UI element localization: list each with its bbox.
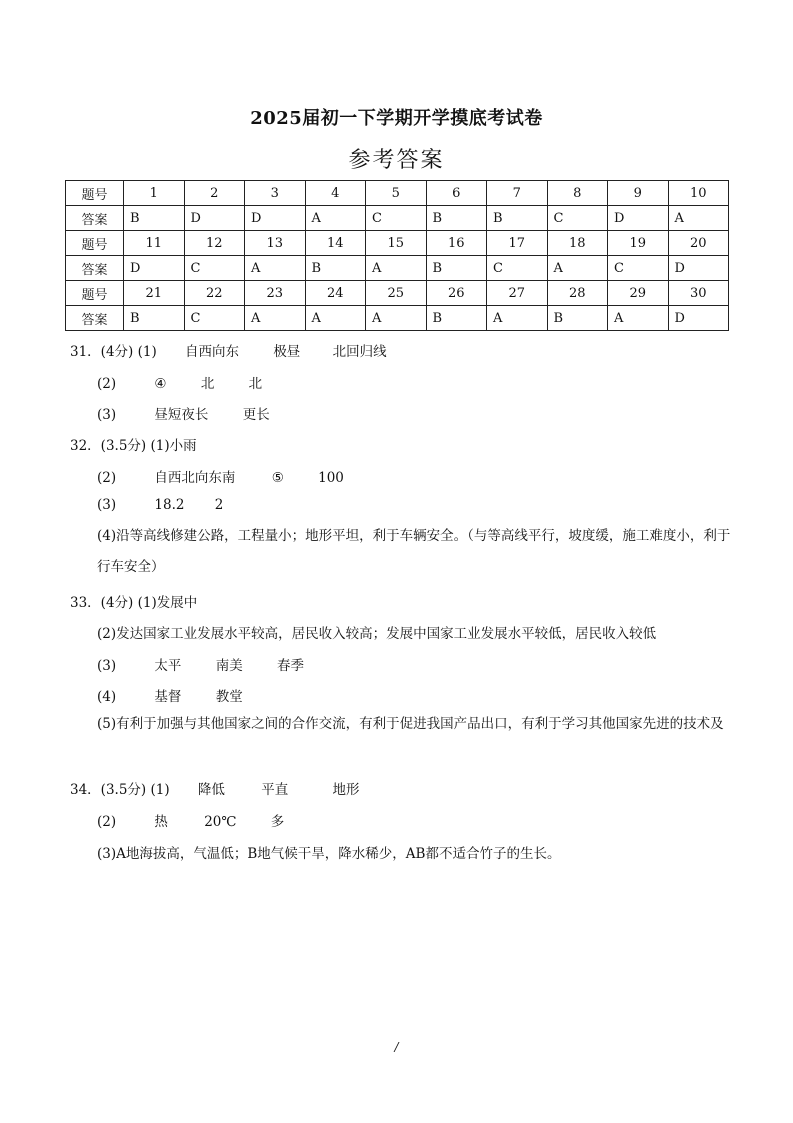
answer-cell: D xyxy=(124,256,185,281)
answer-cell: C xyxy=(608,256,669,281)
question-number-cell: 3 xyxy=(245,181,306,206)
answer-cell: A xyxy=(305,306,366,331)
question-number-cell: 22 xyxy=(184,281,245,306)
question-number-cell: 20 xyxy=(668,231,729,256)
q33-line3 xyxy=(97,654,304,674)
question-number-cell: 14 xyxy=(305,231,366,256)
q31-part-label: (2) xyxy=(97,376,117,392)
question-number-cell: 18 xyxy=(547,231,608,256)
answer-label: 答案 xyxy=(66,306,124,331)
q33-ans: 南美 xyxy=(215,658,243,674)
answer-cell: D xyxy=(668,306,729,331)
answer-cell: D xyxy=(608,206,669,231)
question-number-cell: 17 xyxy=(487,231,548,256)
q34-part-label: (2) xyxy=(97,814,117,830)
answer-cell: C xyxy=(487,256,548,281)
question-number-cell: 12 xyxy=(184,231,245,256)
q33-ans: 太平 xyxy=(154,658,182,674)
question-number-cell: 23 xyxy=(245,281,306,306)
answer-cell: A xyxy=(366,256,427,281)
question-number-cell: 29 xyxy=(608,281,669,306)
answer-cell: D xyxy=(184,206,245,231)
q33-part5: (5)有利于加强与其他国家之间的合作交流，有利于促进我国产品出口，有利于学习其他国家先进的技术及 xyxy=(97,716,724,732)
exam-title: 2025届初一下学期开学摸底考试卷 xyxy=(250,108,543,129)
question-number-row xyxy=(66,181,729,206)
question-number-cell: 2 xyxy=(184,181,245,206)
q31-line3 xyxy=(97,403,270,423)
question-number-cell: 1 xyxy=(124,181,185,206)
answer-cell: A xyxy=(547,256,608,281)
q31-ans: ④ xyxy=(154,376,167,392)
answer-cell: B xyxy=(426,206,487,231)
q34-ans: 热 xyxy=(154,814,168,830)
question-number-row xyxy=(66,281,729,306)
q33-ans: 教堂 xyxy=(215,689,243,705)
question-number-cell: 27 xyxy=(487,281,548,306)
q31-head: 31．(4分) (1) xyxy=(70,344,157,360)
answer-cell: A xyxy=(245,256,306,281)
question-number-cell: 30 xyxy=(668,281,729,306)
answer-cell: B xyxy=(487,206,548,231)
q31-ans: 北 xyxy=(200,376,215,392)
q33-head: 33．(4分) (1)发展中 xyxy=(70,595,198,611)
question-number-cell: 13 xyxy=(245,231,306,256)
answer-cell: B xyxy=(305,256,366,281)
q32-part-label: (3) xyxy=(97,497,117,513)
answer-cell: C xyxy=(184,306,245,331)
q32-head: 32．(3.5分) (1)小雨 xyxy=(70,438,197,454)
q34-ans: 多 xyxy=(270,814,285,830)
q31-part-label: (3) xyxy=(97,407,117,423)
q31-ans: 更长 xyxy=(242,407,270,423)
question-number-cell: 8 xyxy=(547,181,608,206)
question-number-cell: 19 xyxy=(608,231,669,256)
answer-row xyxy=(66,306,729,331)
q33-ans: 春季 xyxy=(277,658,305,674)
answer-cell: A xyxy=(305,206,366,231)
answer-row xyxy=(66,256,729,281)
answer-cell: B xyxy=(426,256,487,281)
question-number-cell: 6 xyxy=(426,181,487,206)
question-number-cell: 25 xyxy=(366,281,427,306)
question-number-cell: 10 xyxy=(668,181,729,206)
q31-ans: 北回归线 xyxy=(332,344,387,360)
q31-ans: 极昼 xyxy=(273,344,301,360)
answer-table xyxy=(65,180,729,331)
q34-ans: 降低 xyxy=(197,782,225,798)
answer-cell: A xyxy=(487,306,548,331)
q33-ans: 基督 xyxy=(154,689,182,705)
question-number-cell: 16 xyxy=(426,231,487,256)
question-number-cell: 24 xyxy=(305,281,366,306)
answer-row xyxy=(66,206,729,231)
q32-ans: ⑤ xyxy=(271,470,284,486)
answer-cell: A xyxy=(366,306,427,331)
q32-ans: 2 xyxy=(214,497,224,513)
answer-cell: A xyxy=(668,206,729,231)
question-number-label: 题号 xyxy=(66,231,124,256)
answer-cell: C xyxy=(547,206,608,231)
q32-ans: 18.2 xyxy=(154,497,185,513)
q31-ans: 自西向东 xyxy=(185,344,240,360)
page-number: / xyxy=(394,1040,399,1054)
question-number-cell: 28 xyxy=(547,281,608,306)
q32-line2 xyxy=(97,466,344,486)
q34-line2 xyxy=(97,810,284,830)
q34-ans: 20℃ xyxy=(204,814,237,830)
q33-line1 xyxy=(70,591,197,611)
q33-part2: (2)发达国家工业发展水平较高，居民收入较高；发展中国家工业发展水平较低，居民收入较低 xyxy=(97,626,657,642)
q32-line1 xyxy=(70,434,197,454)
q33-line4 xyxy=(97,685,243,705)
question-number-cell: 15 xyxy=(366,231,427,256)
answer-cell: B xyxy=(124,306,185,331)
q34-ans: 平直 xyxy=(261,782,289,798)
q33-part-label: (4) xyxy=(97,689,117,705)
q33-part-label: (3) xyxy=(97,658,117,674)
answer-cell: B xyxy=(124,206,185,231)
answer-cell: B xyxy=(426,306,487,331)
q31-line2 xyxy=(97,372,262,392)
q31-line1 xyxy=(70,340,387,360)
question-number-label: 题号 xyxy=(66,181,124,206)
q32-ans: 自西北向东南 xyxy=(154,470,236,486)
question-number-label: 题号 xyxy=(66,281,124,306)
answer-cell: A xyxy=(608,306,669,331)
answer-label: 答案 xyxy=(66,206,124,231)
answer-cell: A xyxy=(245,306,306,331)
answer-cell: D xyxy=(245,206,306,231)
q32-line3 xyxy=(97,497,223,513)
answer-key-heading: 参考答案 xyxy=(348,148,445,173)
answer-cell: C xyxy=(184,256,245,281)
q32-ans: 100 xyxy=(318,470,344,486)
q31-ans: 北 xyxy=(248,376,263,392)
q34-part3: (3)A地海拔高，气温低；B地气候干旱，降水稀少，AB都不适合竹子的生长。 xyxy=(97,846,561,862)
question-number-cell: 4 xyxy=(305,181,366,206)
question-number-row xyxy=(66,231,729,256)
question-number-cell: 11 xyxy=(124,231,185,256)
answer-cell: B xyxy=(547,306,608,331)
q34-ans: 地形 xyxy=(332,782,360,798)
q31-ans: 昼短夜长 xyxy=(154,407,209,423)
answer-cell: D xyxy=(668,256,729,281)
answer-cell: C xyxy=(366,206,427,231)
q32-part4: (4)沿等高线修建公路，工程量小；地形平坦，利于车辆安全。（与等高线平行，坡度缓，施工难度小，利于行车安全） xyxy=(97,528,731,575)
question-number-cell: 9 xyxy=(608,181,669,206)
question-number-cell: 26 xyxy=(426,281,487,306)
question-number-cell: 21 xyxy=(124,281,185,306)
q32-part-label: (2) xyxy=(97,470,117,486)
q34-line1 xyxy=(70,778,360,798)
q34-head: 34．(3.5分) (1) xyxy=(70,782,170,798)
answer-label: 答案 xyxy=(66,256,124,281)
question-number-cell: 7 xyxy=(487,181,548,206)
question-number-cell: 5 xyxy=(366,181,427,206)
